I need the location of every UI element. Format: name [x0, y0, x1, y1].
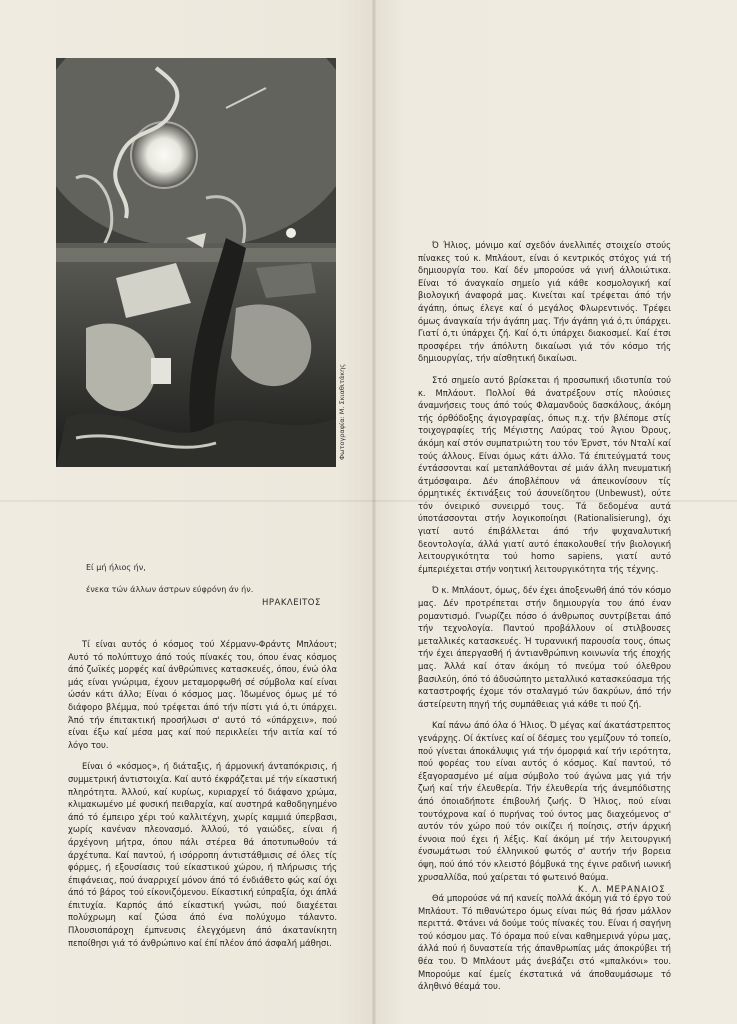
page-fold: [372, 0, 376, 1024]
epigraph-line: Εί μή ήλιος ήν,: [86, 563, 146, 572]
paragraph: Στό σημείο αυτό βρίσκεται ή προσωπική ιδιοτυπία τού κ. Μπλάουτ. Πολλοί θά άνατρέξουν στίς πλούσιες άναμνήσεις τους άπό τούς Φλαμανδούς δασκάλους, άκόμη τής όρθόδοξης άγιογραφίας, όπως π.χ. τήν βλέπομε στίς τοιχογραφίες τής Μέγιστης Λαύρας τού Άγιου Όρους, άκόμη καί στόν συμπατριώτη του τόν Έρνστ, τόν Νταλί καί τούς άλλους. Είναι όμως κάτι άλλο. Τά έπιτεύγματά τους έντάσσονται καί μεταπλάθονται σέ μιάν άλλη πνευματική άτμόσφαιρα. Δέν άποβλέπουν νά άπεικονίσουν τίς όρμητικές έκτινάξεις τού άσυνείδητου (Unbewust), ούτε τόν όνειρικό συνειρμό τους. Τά δεδομένα αυτά ύποτάσσονται στήν λογικοποίησι (Rationalisierung), όχι γιατί αυτό έπιβάλλεται άπό τήν ψυχαναλυτική δεοντολογία, άλλά γιατί αυτό έπακολουθεί τήν βιολογική λειτουργικότητα τού homo sapiens, γιατί αυτό έμπεριέχεται στήν νοητική λειτουργικότητα τής τέχνης.: [418, 374, 671, 574]
paragraph: Ό Ήλιος, μόνιμο καί σχεδόν άνελλιπές στοιχείο στούς πίνακες τού κ. Μπλάουτ, είναι ό κεντρικός στόχος γιά τή δημιουργία του. Καί δέν μπορούσε νά γινή άλλοιώτικα. Είναι τό άναγκαίο σημείο γιά κάθε κοσμολογική καί βιολογική άναφορά μας. Κινείται καί τρέφεται άπό τήν άγάπη, όπως έλεγε καί ό μεγάλος Φλωρεντινός. Τρέφει όμως άναγκαία τήν άγάπη μας. Τήν άγάπη γιά ό,τι ύπάρχει. Γιατί ό,τι ύπάρχει ζή. Καί ό,τι ύπάρχει διακοσμεί. Καί έτσι προσφέρει τήν άπόλυτη δικαίωσι γιά τόν κόσμο τής δημιουργίας, τήν αίσθητική δικαίωσι.: [418, 240, 671, 364]
epigraph-line: ένεκα τών άλλων άστρων εύφρόνη άν ήν.: [86, 585, 254, 594]
paragraph: Θά μπορούσε νά πή κανείς πολλά άκόμη γιά τό έργο τού Μπλάουτ. Τό πιθανώτερο όμως είναι πώς θά ήσαν μάλλον περιττά. Φτάνει νά δούμε τούς πίνακές του. Είναι ή σαγήνη τού κόσμου μας. Τό όραμα πού είναι καθημερινά γύρω μας, άλλά πού ή δυναστεία τής άπανθρωπίας μάς άποκρύβει τή θέα του. Ό Μπλάουτ μάς άνεβάζει στό «μπαλκόνι» του. Μπορούμε καί έμείς έκστατικά νά άποθαυμάσωμε τό άληθινό θέαμά του.: [418, 893, 671, 992]
paragraph: Είναι ό «κόσμος», ή διάταξις, ή άρμονική άνταπόκρισις, ή συμμετρική άντιστοιχία. Καί αυτό έκφράζεται μέ τήν είκαστική πληρότητα. Άλλού, καί κυρίως, κυριαρχεί τό διάφανο χρώμα, κλιμακωμένο μέ φυσική πειθαρχία, καί αυστηρά καθοδηγημένο άπό τό έμπειρο χέρι τού καλλιτέχνη, χωρίς καμμιά ύπερβασι, χωρίς κανέναν πλεονασμό. Άλλού, τό γαιώδες, είναι ή άρχέγονη μήτρα, όπου πάλι στέρεα θά άποτυπωθούν τά άρχέτυπα. Καί παντού, ή ισόρροπη άντιστάθμισις σέ όλες τίς φόρμες, ή εξουσίασις τού είκαστικού χώρου, ή πλήρωσις τής έπιφάνειας, πού άναρριχεί μόνον άπό τό ένδιάθετο φώς καί όχι άπό τό βάρος τού είκονιζόμενου. Είκαστική εύπραξία, όχι άπλά έπιτυχία. Καρπός άπό είκαστική γνώσι, πού διαχέεται πολύχρωμη καί ζώσα άπό ένα πολύχυμο τάλαντο. Πλουσιοπάροχη έμπνευσις έλεγχόμενη άπό άκατανίκητη πεποίθησι γιά τό άνθρώπινο καί έπί πλέον άπό άσφαλή μάθησι.: [68, 761, 337, 948]
left-column-text: [68, 638, 337, 958]
paragraph: Καί πάνω άπό όλα ό Ήλιος. Ό μέγας καί άκατάστρεπτος γενάρχης. Οί άκτίνες καί οί δέσμες του γεμίζουν τό τοπείο, πού γίνεται άποκάλυψις γιά τήν όμορφιά καί τήν ιερότητα, πού φορέας του είναι αυτός ό κόσμος. Καί παντού, τό έξαγορασμένο μέ αίμα σύμβολο τού άγώνα μας γιά τήν ζωή καί τήν έλευθερία. Τήν έλευθερία τής άνεμπόδιστης άπό όποιαδήποτε έπιβουλή ζωής. Ό Ήλιος, πού είναι τουτόχρονα καί ό πυρήνας τού όντος μας διαχεόμενος σ' αυτόν τόν χώρο πού τόν οικίζει ή ποίησις, στήν άρχική έννοια πού έχει ή λέξις. Καί άκόμη μέ τήν λειτουργική ένσωμάτωσι τού έλληνικού φωτός σ' αυτήν τήν βορεια όψη, πού άπό τόν κλειστό βόμβυκά της έγινε ραδινή ιωνική χρυσαλλίδα, πού χαίρεται τό φωτεινό θαύμα.: [418, 720, 671, 882]
author-signature: Κ. Λ. ΜΕΡΑΝΑΙΟΣ: [578, 885, 666, 895]
surrealist-painting: [56, 58, 336, 467]
epigraph-attribution: ΗΡΑΚΛΕΙΤΟΣ: [262, 598, 321, 608]
paragraph: Τί είναι αυτός ό κόσμος τού Χέρμανν-Φράντς Μπλάουτ; Αυτό τό πολύπτυχο άπό τούς πίνακές του, όπου ένας κόσμος άπό ζωϊκές μορφές καί άνθρώπινες κατασκευές, όπου, ένώ όλα μάς είναι γνώριμα, έχουν μεταμορφωθή σέ σύμβολα καί είναι ώσάν κάτι άλλο; Είναι ό κόσμος μας. Ίδωμένος όμως μέ τό διάφορο βλέμμα, πού τρέφεται άπό τήν πίστι γιά ό,τι ύπάρχει. Άπό τήν έπιτακτική προσήλωσι σ' αυτό τό «ύπάρχειν», πού είναι έξω καί μέσα μας καί πού περικλείει τήν αιτία καί τό λόγο του.: [68, 639, 337, 750]
epigraph: [86, 557, 253, 601]
paragraph: Ό κ. Μπλάουτ, όμως, δέν έχει άποξενωθή άπό τόν κόσμο μας. Δέν προτρέπεται στήν δημιουργία του άπό έναν ρομαντισμό. Γνωρίζει πόσο ό άνθρωπος συντρίβεται άπό τήν τεχνολογία. Παντού προβάλλουν οί στιλβουσες μεταλλικές κατασκευές. Ή τυραννική παρουσία τους, όπως τήν έχει άπεργασθή ή άντιανθρώπινη κοινωνία τής έποχής μας. Άλλά καί όταν άκόμη τό πνεύμα τού όλεθρου βασιλεύη, όπό τό άδυσώπητο μεταλλικό κατασκεύασμα τής καταστροφής έχομε τόν σταλαγμό τών δακρύων, άπό τήν άστείρευτη πηγή τής συμπάθειας γιά κάθε τι πού ζή.: [418, 585, 671, 709]
photo-credit: Φωτογραφία: Μ. Σκιαθιτάκης: [338, 363, 346, 460]
